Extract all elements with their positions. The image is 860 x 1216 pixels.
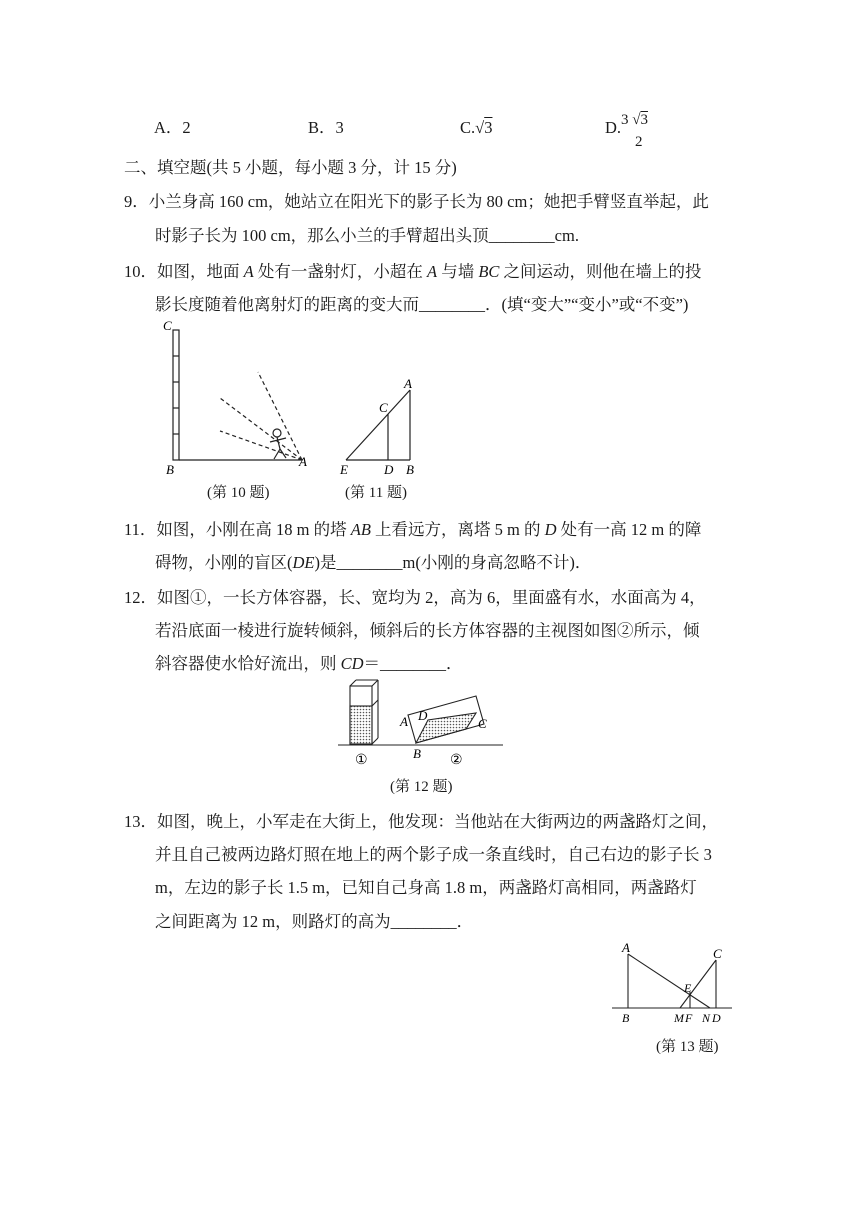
figure-12 [338, 672, 508, 772]
q11-line2: 碍物，小刚的盲区(DE)是________m(小刚的身高忽略不计)． [155, 553, 592, 572]
q12-line1: 12．如图①，一长方体容器，长、宽均为 2，高为 6，里面盛有水，水面高为 4， [124, 588, 706, 607]
q10-caption: (第 10 题) [207, 485, 270, 501]
q12-line3: 斜容器使水恰好流出，则 CD＝________． [155, 654, 463, 673]
label-c: C [163, 318, 172, 333]
label-d: D [384, 462, 394, 477]
option-c [460, 118, 492, 138]
q13-line3: m，左边的影子长 1.5 m，已知自己身高 1.8 m，两盏路灯高相同，两盏路灯 [155, 878, 697, 897]
label-fig1: ① [355, 753, 368, 768]
option-a: A．2 [154, 118, 191, 137]
section-heading: 二、填空题(共 5 小题，每小题 3 分，计 15 分) [124, 158, 457, 177]
option-d-numerator: 3 √3 [621, 112, 648, 128]
option-c-radicand: 3 [484, 118, 493, 137]
sqrt-sign: √ [475, 118, 485, 137]
q9-line2: 时影子长为 100 cm，那么小兰的手臂超出头顶________cm. [155, 226, 579, 245]
label-f: F [685, 1011, 693, 1025]
q10-line1: 10．如图，地面 A 处有一盏射灯，小超在 A 与墙 BC 之间运动，则他在墙上的投 [124, 262, 702, 281]
figure-10 [160, 318, 320, 478]
label-b: B [413, 746, 421, 761]
option-d-prefix: D. [605, 118, 622, 137]
q13-line4: 之间距离为 12 m，则路灯的高为________． [155, 912, 474, 931]
q13-line1: 13．如图，晚上，小军走在大街上，他发现：当他站在大街两边的两盏路灯之间， [124, 812, 718, 831]
q13-line2: 并且自己被两边路灯照在地上的两个影子成一条直线时，自己右边的影子长 3 [155, 845, 712, 864]
label-a: A [622, 940, 630, 955]
label-d: D [712, 1011, 721, 1025]
q13-caption: (第 13 题) [656, 1039, 719, 1055]
label-c: C [713, 946, 722, 961]
person-head [273, 429, 281, 437]
label-a: A [404, 376, 412, 391]
option-b: B．3 [308, 118, 344, 137]
label-c: C [379, 400, 388, 415]
label-fig2: ② [450, 753, 463, 768]
label-d: D [418, 708, 428, 723]
label-n: N [702, 1011, 711, 1025]
label-b: B [406, 462, 414, 477]
figure-13 [608, 940, 742, 1030]
option-c-prefix: C. [460, 118, 476, 137]
label-a: A [299, 454, 307, 469]
q10-line2: 影长度随着他离射灯的距离的变大而________．(填“变大”“变小”或“不变”) [155, 295, 689, 314]
label-c: C [478, 716, 487, 731]
q11-line1: 11．如图，小刚在高 18 m 的塔 AB 上看远方，离塔 5 m 的 D 处有一高 12 m 的障 [124, 520, 702, 539]
option-d-denominator: 2 [635, 134, 643, 150]
label-b: B [622, 1011, 630, 1025]
figure-11 [334, 372, 434, 478]
label-a: A [400, 714, 408, 729]
label-b: B [166, 462, 174, 477]
label-m: M [674, 1011, 684, 1025]
q12-line2: 若沿底面一棱进行旋转倾斜，倾斜后的长方体容器的主视图如图②所示，倾 [155, 621, 700, 640]
label-e: E [340, 462, 348, 477]
q11-caption: (第 11 题) [345, 485, 407, 501]
label-e: E [684, 981, 692, 995]
q12-caption: (第 12 题) [390, 779, 453, 795]
q9-line1: 9．小兰身高 160 cm，她站立在阳光下的影子长为 80 cm；她把手臂竖直举起，此 [124, 192, 709, 211]
